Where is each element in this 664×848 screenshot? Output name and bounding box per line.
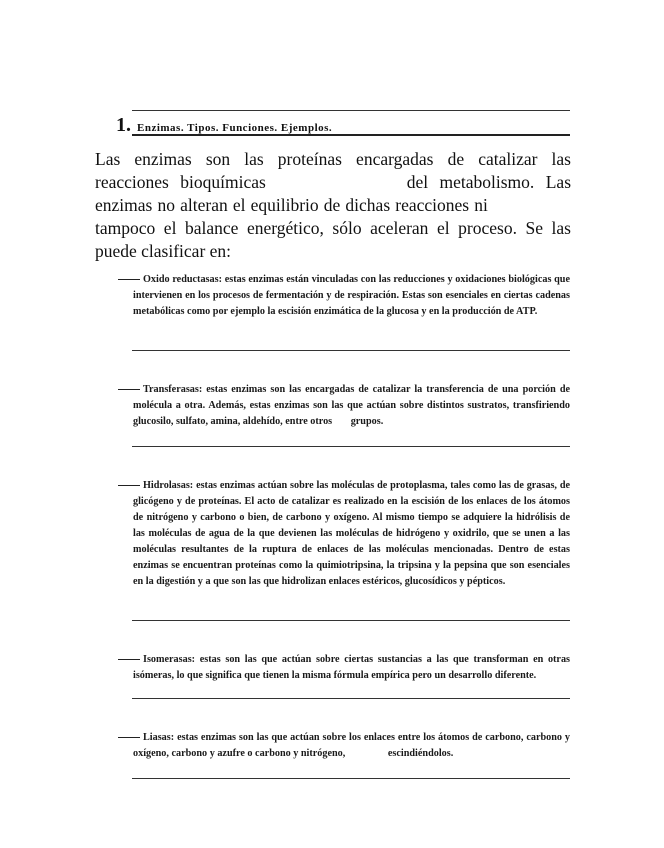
bullet-dash [118,485,140,486]
item-text: estas enzimas están vinculadas con las reducciones y oxidaciones biológicas que intervienen en los procesos de fermentación y de respiración. Estas son esenciales en ciertas cadenas metabólicas como por ejemplo la escisión enzimática de la glucosa y en la producción de ATP. [133,274,570,317]
heading-bottom-rule [132,134,570,136]
intro-text-3: tampoco el balance energético, sólo aceleran el proceso. Se las puede clasificar en: [95,218,571,261]
item-rule [132,778,570,779]
item-text: estas enzimas actúan sobre las moléculas de protoplasma, tales como las de grasas, de glicógeno y de proteínas. El acto de catalizar es realizado en la escisión de los enlaces de los átomos de nitrógeno y carbono o bien, de carbono y oxígeno. Al mismo tiempo se adquiere la hidrólisis de las moléculas de agua de la que devienen las moléculas de hidrógeno y oxidrilo, que se unen a las moléculas resultantes de la ruptura de enlaces de las moléculas mencionadas. Dentro de estas enzimas se encuentran proteínas como la quimiotripsina, la tripsina y la pepsina que son esenciales en la digestión y a que son las que hidrolizan enlaces estéricos, glucosídicos y pépticos. [133,480,571,587]
intro-text-2: del metabolismo. Las enzimas no alteran el equilibrio de dichas reacciones ni [95,172,571,215]
item-label: Oxido reductasas: [143,274,222,285]
item-text-2: escindiéndolos. [387,748,454,759]
item-text: estas son las que actúan sobre ciertas sustancias a las que transforman en otras isómeras, lo que significa que tienen la misma fórmula empírica pero un desarrollo diferente. [133,654,571,681]
item-rule [132,446,570,447]
intro-paragraph [95,148,571,263]
bullet-dash [118,279,140,280]
bullet-dash [118,389,140,390]
item-label: Hidrolasas: [143,480,194,491]
item-rule [132,350,570,351]
item-text-2: grupos. [350,416,384,427]
item-rule [132,698,570,699]
section-number: 1. [116,114,131,136]
item-text-1: estas enzimas son las que actúan sobre los enlaces entre los átomos de carbono, carbono y oxígeno, carbono y azufre o carbono y nitrógeno, [133,732,570,759]
list-item-isomerasas [133,652,570,684]
item-label: Isomerasas: [143,654,196,665]
section-title: Enzimas. Tipos. Funciones. Ejemplos. [137,122,333,134]
bullet-dash [118,737,140,738]
item-rule [132,620,570,621]
intro-text-1: Las enzimas son las proteínas encargadas de catalizar las reacciones bioquímicas [95,149,571,192]
list-item-liasas [133,730,570,762]
list-item-transferasas [133,382,570,430]
item-label: Liasas: [143,732,175,743]
item-text-1: estas enzimas son las encargadas de catalizar la transferencia de una porción de molécula a otra. Además, estas enzimas son las que actúan sobre distintos sustratos, transfiriendo glucosilo, sulfato, amina, aldehído, entre otros [133,384,571,427]
heading-top-rule [132,110,570,111]
item-label: Transferasas: [143,384,203,395]
list-item-hidrolasas [133,478,570,590]
list-item-oxido-reductasas [133,272,570,320]
bullet-dash [118,659,140,660]
